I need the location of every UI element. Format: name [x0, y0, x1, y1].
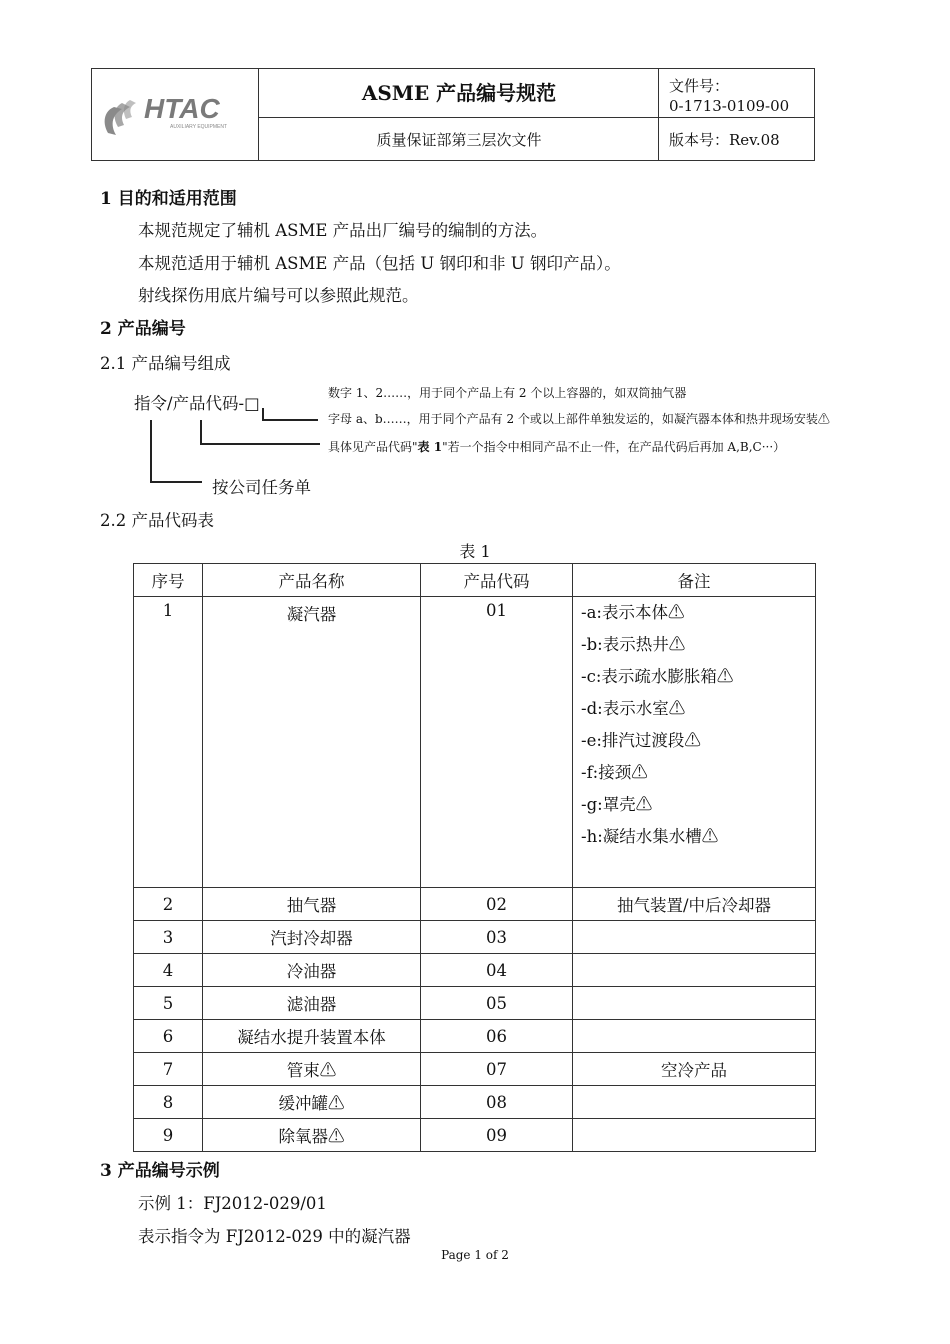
- cell-remark: 抽气装置/中后冷却器: [573, 888, 816, 921]
- remark-line: -e:排汽过渡段⚠: [581, 731, 701, 750]
- cell-code: 05: [421, 987, 573, 1020]
- document-title: ASME 产品编号规范: [361, 81, 557, 105]
- cell-remark: [573, 987, 816, 1020]
- table-row: [134, 597, 816, 888]
- cell-no: 1: [134, 597, 203, 888]
- number-format: 指令/产品代码-□: [134, 394, 260, 413]
- document-header: [91, 68, 815, 161]
- remark-line: -h:凝结水集水槽⚠: [581, 827, 719, 846]
- diagram-note: 字母 a、b……，用于同个产品有 2 个或以上部件单独发运的，如凝汽器本体和热井现场安装⚠: [328, 412, 830, 426]
- column-header: 备注: [573, 564, 816, 597]
- task-label: 按公司任务单: [212, 478, 311, 497]
- table-row: [134, 1020, 816, 1053]
- table-row: [134, 1053, 816, 1086]
- example-explanation: 表示指令为 FJ2012-029 中的凝汽器: [138, 1227, 411, 1246]
- column-header: 产品名称: [203, 564, 421, 597]
- connector-line: [200, 443, 320, 445]
- cell-no: 4: [134, 954, 203, 987]
- cell-name: 凝汽器: [203, 597, 421, 888]
- diagram-note: 具体见产品代码"表 1"若一个指令中相同产品不止一件，在产品代码后再加 A,B,C···）: [328, 440, 786, 454]
- table-row: [134, 1086, 816, 1119]
- connector-line: [150, 420, 152, 482]
- section-2-heading: 2 产品编号: [100, 319, 186, 339]
- table-row: [134, 921, 816, 954]
- remark-line: -d:表示水室⚠: [581, 699, 686, 718]
- company-logo: [100, 91, 250, 139]
- cell-no: 3: [134, 921, 203, 954]
- remark-line: -b:表示热井⚠: [581, 635, 686, 654]
- cell-code: 03: [421, 921, 573, 954]
- table-row: [134, 954, 816, 987]
- section-1-paragraph: 本规范适用于辅机 ASME 产品（包括 U 钢印和非 U 钢印产品）。: [138, 254, 621, 273]
- logo-subtext: AUXILIARY EQUIPMENT: [170, 124, 228, 130]
- page-number: Page 1 of 2: [441, 1248, 509, 1262]
- file-number-value: 0-1713-0109-00: [669, 97, 790, 115]
- cell-remark: [573, 1119, 816, 1152]
- cell-code: 06: [421, 1020, 573, 1053]
- logo-text: HTAC: [144, 93, 220, 124]
- cell-name: 滤油器: [203, 987, 421, 1020]
- cell-no: 6: [134, 1020, 203, 1053]
- cell-name: 缓冲罐⚠: [203, 1086, 421, 1119]
- cell-remark: 空冷产品: [573, 1053, 816, 1086]
- remark-line: -a:表示本体⚠: [581, 603, 685, 622]
- cell-no: 8: [134, 1086, 203, 1119]
- column-header: 产品代码: [421, 564, 573, 597]
- table-row: [134, 888, 816, 921]
- cell-name: 冷油器: [203, 954, 421, 987]
- example-line: 示例 1：FJ2012-029/01: [138, 1194, 327, 1213]
- section-1-heading: 1 目的和适用范围: [100, 189, 237, 209]
- cell-remark: [573, 1020, 816, 1053]
- remark-line: -c:表示疏水膨胀箱⚠: [581, 667, 734, 686]
- cell-name: 抽气器: [203, 888, 421, 921]
- cell-code: 01: [421, 597, 573, 888]
- cell-name: 除氧器⚠: [203, 1119, 421, 1152]
- cell-remark: [573, 1086, 816, 1119]
- connector-line: [262, 419, 318, 421]
- cell-no: 2: [134, 888, 203, 921]
- cell-no: 9: [134, 1119, 203, 1152]
- cell-no: 5: [134, 987, 203, 1020]
- table-row: [134, 987, 816, 1020]
- product-code-table: [133, 563, 816, 1152]
- column-header: 序号: [134, 564, 203, 597]
- cell-name: 管束⚠: [203, 1053, 421, 1086]
- section-3-heading: 3 产品编号示例: [100, 1161, 220, 1181]
- cell-code: 09: [421, 1119, 573, 1152]
- cell-remark: [573, 954, 816, 987]
- table-header-row: [134, 564, 816, 597]
- cell-code: 02: [421, 888, 573, 921]
- cell-no: 7: [134, 1053, 203, 1086]
- document-subtitle: 质量保证部第三层次文件: [376, 131, 542, 149]
- remark-line: -g:罩壳⚠: [581, 795, 653, 814]
- remark-line: -f:接颈⚠: [581, 763, 648, 782]
- section-1-paragraph: 射线探伤用底片编号可以参照此规范。: [138, 286, 419, 305]
- cell-code: 07: [421, 1053, 573, 1086]
- table-caption: 表 1: [459, 542, 491, 561]
- connector-line: [150, 481, 202, 483]
- table-row: [134, 1119, 816, 1152]
- cell-remark: [573, 921, 816, 954]
- file-number-label: 文件号：: [669, 77, 730, 95]
- diagram-note: 数字 1、2……，用于同个产品上有 2 个以上容器的，如双筒抽气器: [328, 386, 687, 400]
- cell-code: 08: [421, 1086, 573, 1119]
- section-1-paragraph: 本规范规定了辅机 ASME 产品出厂编号的编制的方法。: [138, 221, 548, 240]
- subsection-2-2-heading: 2.2 产品代码表: [100, 511, 214, 530]
- cell-name: 汽封冷却器: [203, 921, 421, 954]
- subsection-2-1-heading: 2.1 产品编号组成: [100, 354, 231, 373]
- connector-line: [200, 420, 202, 444]
- cell-remarks: [573, 597, 816, 888]
- version-number: 版本号：Rev.08: [669, 131, 780, 149]
- cell-name: 凝结水提升装置本体: [203, 1020, 421, 1053]
- cell-code: 04: [421, 954, 573, 987]
